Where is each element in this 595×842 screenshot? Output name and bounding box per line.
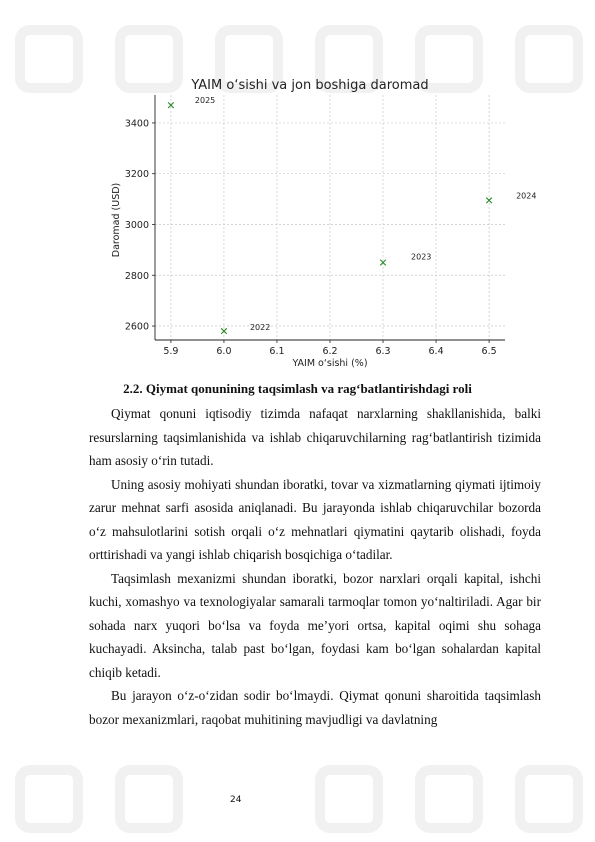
x-tick-label: 6.4: [428, 346, 444, 357]
x-tick-label: 5.9: [163, 346, 179, 357]
grid-lines: [155, 95, 505, 340]
data-point: [221, 323, 270, 334]
point-label: 2023: [411, 252, 432, 262]
paragraph: Bu jarayon o‘z-o‘zidan sodir bo‘lmaydi. Qiymat qonuni sharoitida taqsimlash bozor mexanizmlari, raqobat muhitining mavjudligi va davlatning: [89, 688, 541, 727]
data-point: [486, 191, 536, 203]
data-point: [168, 96, 215, 108]
page-number: 24: [230, 795, 242, 805]
y-tick-label: 3000: [124, 219, 149, 231]
data-points: [168, 96, 536, 334]
body-text: [89, 402, 541, 731]
x-tick-label: 6.0: [216, 346, 232, 357]
y-axis-label: Daromad (USD): [111, 182, 122, 258]
x-tick-label: 6.5: [481, 346, 497, 357]
y-tick-label: 2600: [124, 321, 149, 333]
section-heading: 2.2. Qiymat qonunining taqsimlash va rag‘batlantirishdagi roli: [123, 381, 472, 396]
y-ticks: [125, 118, 155, 332]
paragraph: Uning asosiy mohiyati shundan iboratki, tovar va xizmatlarning qiymati ijtimoiy zarur mehnat sarfi asosida aniqlanadi. Bu jarayonda ishlab chiqaruvchilar bozorda o‘z mahsulotlarini sotish orqali o‘z mehnatlari qiymatini qaytarib olishadi, foyda orttirishadi va yangi ishlab chiqarish bosqichiga o‘tadilar.: [89, 476, 541, 562]
chart-svg: [100, 70, 560, 375]
x-axis-label: YAIM o‘sishi (%): [292, 358, 368, 369]
x-tick-label: 6.1: [269, 346, 285, 357]
chart-title: YAIM o‘sishi va jon boshiga daromad: [191, 78, 429, 93]
point-label: 2025: [194, 96, 216, 106]
data-point: [380, 253, 431, 266]
point-label: 2022: [249, 323, 271, 333]
x-tick-label: 6.3: [375, 346, 391, 357]
paragraph: Qiymat qonuni iqtisodiy tizimda nafaqat narxlarning shakllanishida, balki resurslarning taqsimlanishida va ishlab chiqaruvchilarning rag‘batlantirish tizimida ham asosiy o‘rin tutadi.: [89, 406, 541, 468]
y-tick-label: 2800: [124, 270, 149, 282]
x-tick-label: 6.2: [322, 346, 338, 357]
x-ticks: [163, 340, 496, 357]
point-label: 2024: [516, 191, 537, 201]
scatter-chart: [100, 70, 560, 375]
y-tick-label: 3400: [124, 118, 149, 130]
paragraph: Taqsimlash mexanizmi shundan iboratki, bozor narxlari orqali kapital, ishchi kuchi, xomashyo va texnologiyalar samarali tarmoqlar tomon yo‘naltiriladi. Agar bir sohada narx yuqori bo‘lsa va foyda me’yori ortsa, kapital oqimi shu sohaga kuchayadi. Aksincha, talab past bo‘lgan, foydasi kam bo‘lgan sohalardan kapital chiqib ketadi.: [89, 570, 541, 680]
y-tick-label: 3200: [124, 169, 149, 181]
